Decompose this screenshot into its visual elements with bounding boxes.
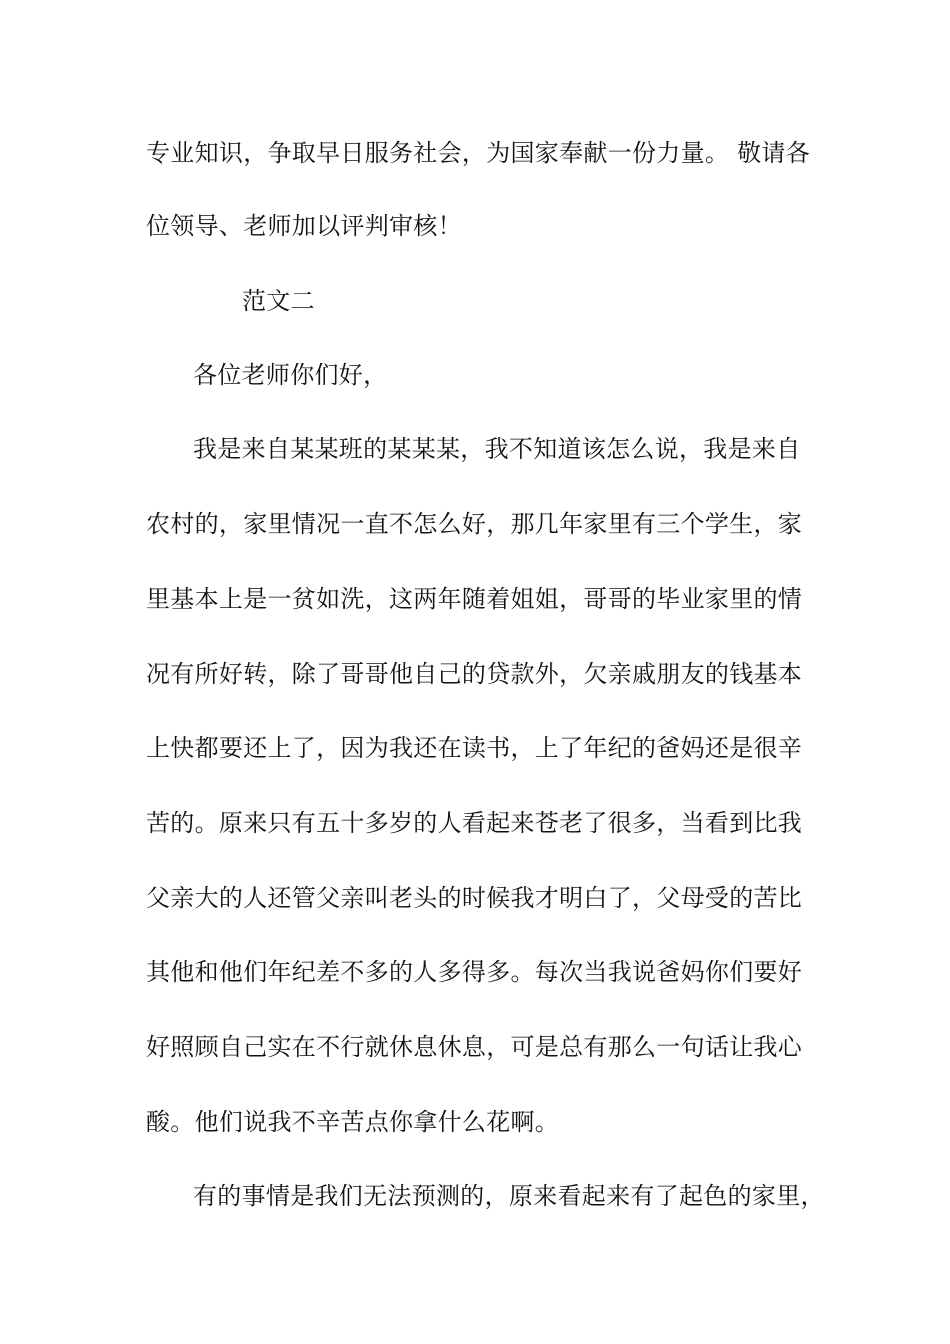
paragraph-line: 有的事情是我们无法预测的，原来看起来有了起色的家里， (193, 1182, 825, 1210)
paragraph-line: 好照顾自己实在不行就休息休息，可是总有那么一句话让我心 (146, 1033, 803, 1061)
paragraph-line: 我是来自某某班的某某某，我不知道该怎么说，我是来自 (193, 435, 801, 463)
paragraph-line: 专业知识，争取早日服务社会，为国家奉献一份力量。 敬请各 (146, 139, 811, 167)
section-heading: 范文二 (242, 287, 315, 315)
paragraph-line: 苦的。原来只有五十多岁的人看起来苍老了很多，当看到比我 (146, 809, 803, 837)
paragraph-line: 父亲大的人还管父亲叫老头的时候我才明白了，父母受的苦比 (146, 884, 803, 912)
paragraph-line: 农村的，家里情况一直不怎么好，那几年家里有三个学生，家 (146, 510, 803, 538)
paragraph-line: 其他和他们年纪差不多的人多得多。每次当我说爸妈你们要好 (146, 958, 803, 986)
paragraph-line: 况有所好转，除了哥哥他自己的贷款外，欠亲戚朋友的钱基本 (146, 660, 803, 688)
greeting-line: 各位老师你们好， (193, 361, 388, 389)
paragraph-line: 里基本上是一贫如洗，这两年随着姐姐，哥哥的毕业家里的情 (146, 585, 803, 613)
paragraph-line: 酸。他们说我不辛苦点你拿什么花啊。 (146, 1108, 560, 1136)
paragraph-line: 位领导、老师加以评判审核！ (146, 212, 462, 240)
paragraph-line: 上快都要还上了，因为我还在读书，上了年纪的爸妈还是很辛 (146, 734, 803, 762)
